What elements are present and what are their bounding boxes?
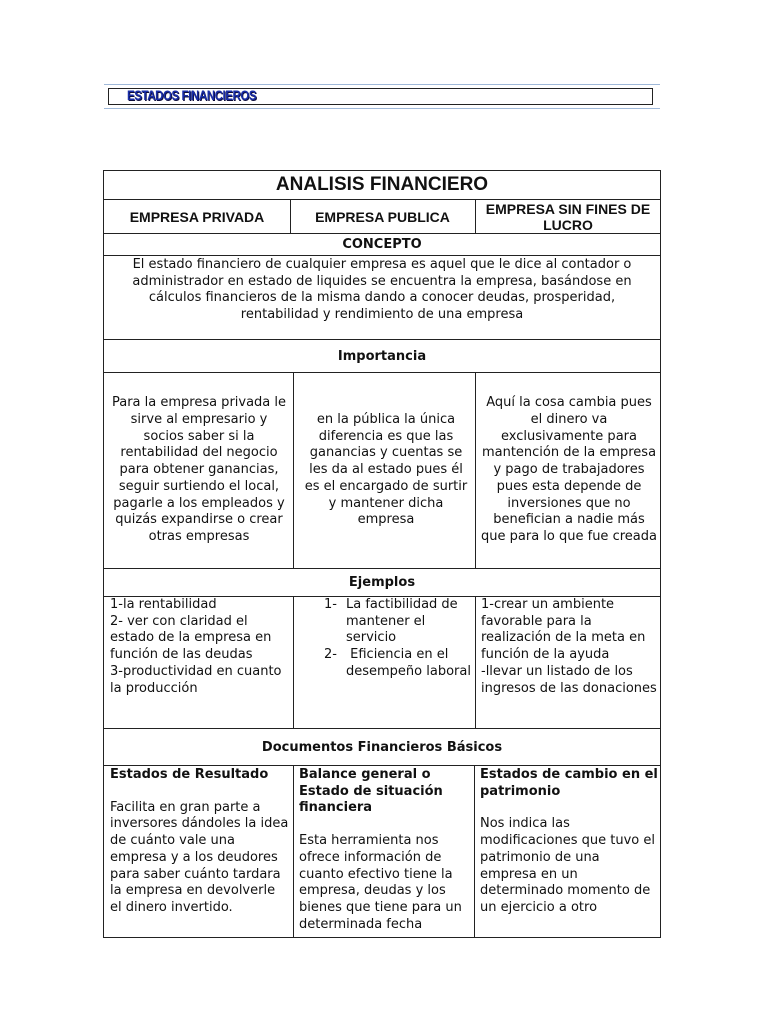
ejemplos-sin-fines: 1-crear un ambiente favorable para la realización de la meta en función de la ayuda -llevar un listado de los ingresos de las donaciones — [481, 597, 657, 696]
documento-title: Balance general o Estado de situación financiera — [299, 767, 443, 816]
importancia-heading: Importancia — [337, 348, 427, 364]
concepto-row — [104, 256, 660, 340]
documento-title: Estados de Resultado — [110, 767, 269, 782]
list-text: Eficiencia en el desempeño laboral — [346, 647, 471, 679]
ejemplos-heading: Ejemplos — [348, 575, 416, 590]
documentos-heading: Documentos Financieros Básicos — [261, 739, 503, 755]
table-title: ANALISIS FINANCIERO — [275, 174, 489, 195]
importancia-heading-row — [104, 340, 660, 373]
importancia-privada: Para la empresa privada le sirve al empresario y socios saber si la rentabilidad del negocio para obtener ganancias, seguir surtiendo el local, pagarle a los empleados y quizás expandirse o crear otras empresas — [111, 395, 287, 544]
column-divider — [475, 200, 476, 233]
banner-title: ESTADOS FINANCIEROS — [127, 87, 257, 103]
column-header-publica: EMPRESA PUBLICA — [315, 208, 450, 225]
column-header-sin-fines: EMPRESA SIN FINES DE LUCRO — [485, 200, 651, 233]
analysis-table — [103, 170, 661, 938]
documento-text: Facilita en gran parte a inversores dándoles la idea de cuánto vale una empresa y a los deudores para saber cuánto tardara la empresa en devolverle el dinero invertido. — [110, 799, 289, 915]
importancia-row — [104, 373, 660, 569]
list-item — [324, 647, 472, 680]
concepto-text: El estado financiero de cualquier empresa es aquel que le dice al contador o administrador en estado de liquides se encuentra la empresa, basándose en cálculos financieros de la misma dando a conocer deudas, prosperidad, rentabilidad y rendimiento de una empresa — [132, 257, 632, 323]
banner-rule — [104, 108, 660, 109]
concepto-heading: CONCEPTO — [342, 237, 422, 252]
ejemplos-heading-row — [104, 569, 660, 597]
list-item — [324, 597, 472, 647]
column-divider — [293, 373, 294, 568]
documentos-privada — [110, 767, 290, 917]
list-number: 2- — [324, 647, 337, 663]
banner-frame — [108, 88, 653, 105]
column-divider — [475, 373, 476, 568]
list-text: La factibilidad de mantener el servicio — [346, 597, 458, 646]
importancia-sin-fines: Aquí la cosa cambia pues el dinero va exclusivamente para mantención de la empresa y pago de trabajadores pues esta depende de inversiones que no benefician a nadie más que para lo que fue creada — [481, 395, 657, 544]
column-header-row — [104, 200, 660, 234]
column-header-privada: EMPRESA PRIVADA — [129, 208, 265, 225]
column-divider — [290, 200, 291, 233]
documentos-heading-row — [104, 729, 660, 766]
banner-rule — [104, 84, 660, 85]
column-divider — [475, 597, 476, 728]
documento-text: Nos indica las modificaciones que tuvo el patrimonio de una empresa en un determinado momento de un ejercicio a otro — [480, 816, 655, 915]
list-number: 1- — [324, 597, 337, 612]
table-title-row — [104, 171, 660, 200]
importancia-publica: en la pública la única diferencia es que las ganancias y cuentas se les da al estado pues él es el encargado de surtir y mantener dicha empresa — [304, 412, 468, 528]
ejemplos-privada: 1-la rentabilidad 2- ver con claridad el estado de la empresa en función de las deudas 3-productividad en cuanto la producción — [110, 597, 282, 696]
column-divider — [293, 766, 294, 937]
ejemplos-publica — [324, 597, 472, 681]
concepto-heading-row — [104, 234, 660, 256]
documentos-row — [104, 766, 660, 937]
documentos-sin-fines — [480, 767, 658, 917]
column-divider — [293, 597, 294, 728]
ejemplos-row — [104, 597, 660, 729]
column-divider — [474, 766, 475, 937]
documento-text: Esta herramienta nos ofrece información de cuanto efectivo tiene la empresa, deudas y los bienes que tiene para un determinada fecha — [299, 833, 462, 932]
documentos-publica — [299, 767, 471, 933]
documento-title: Estados de cambio en el patrimonio — [480, 767, 658, 799]
